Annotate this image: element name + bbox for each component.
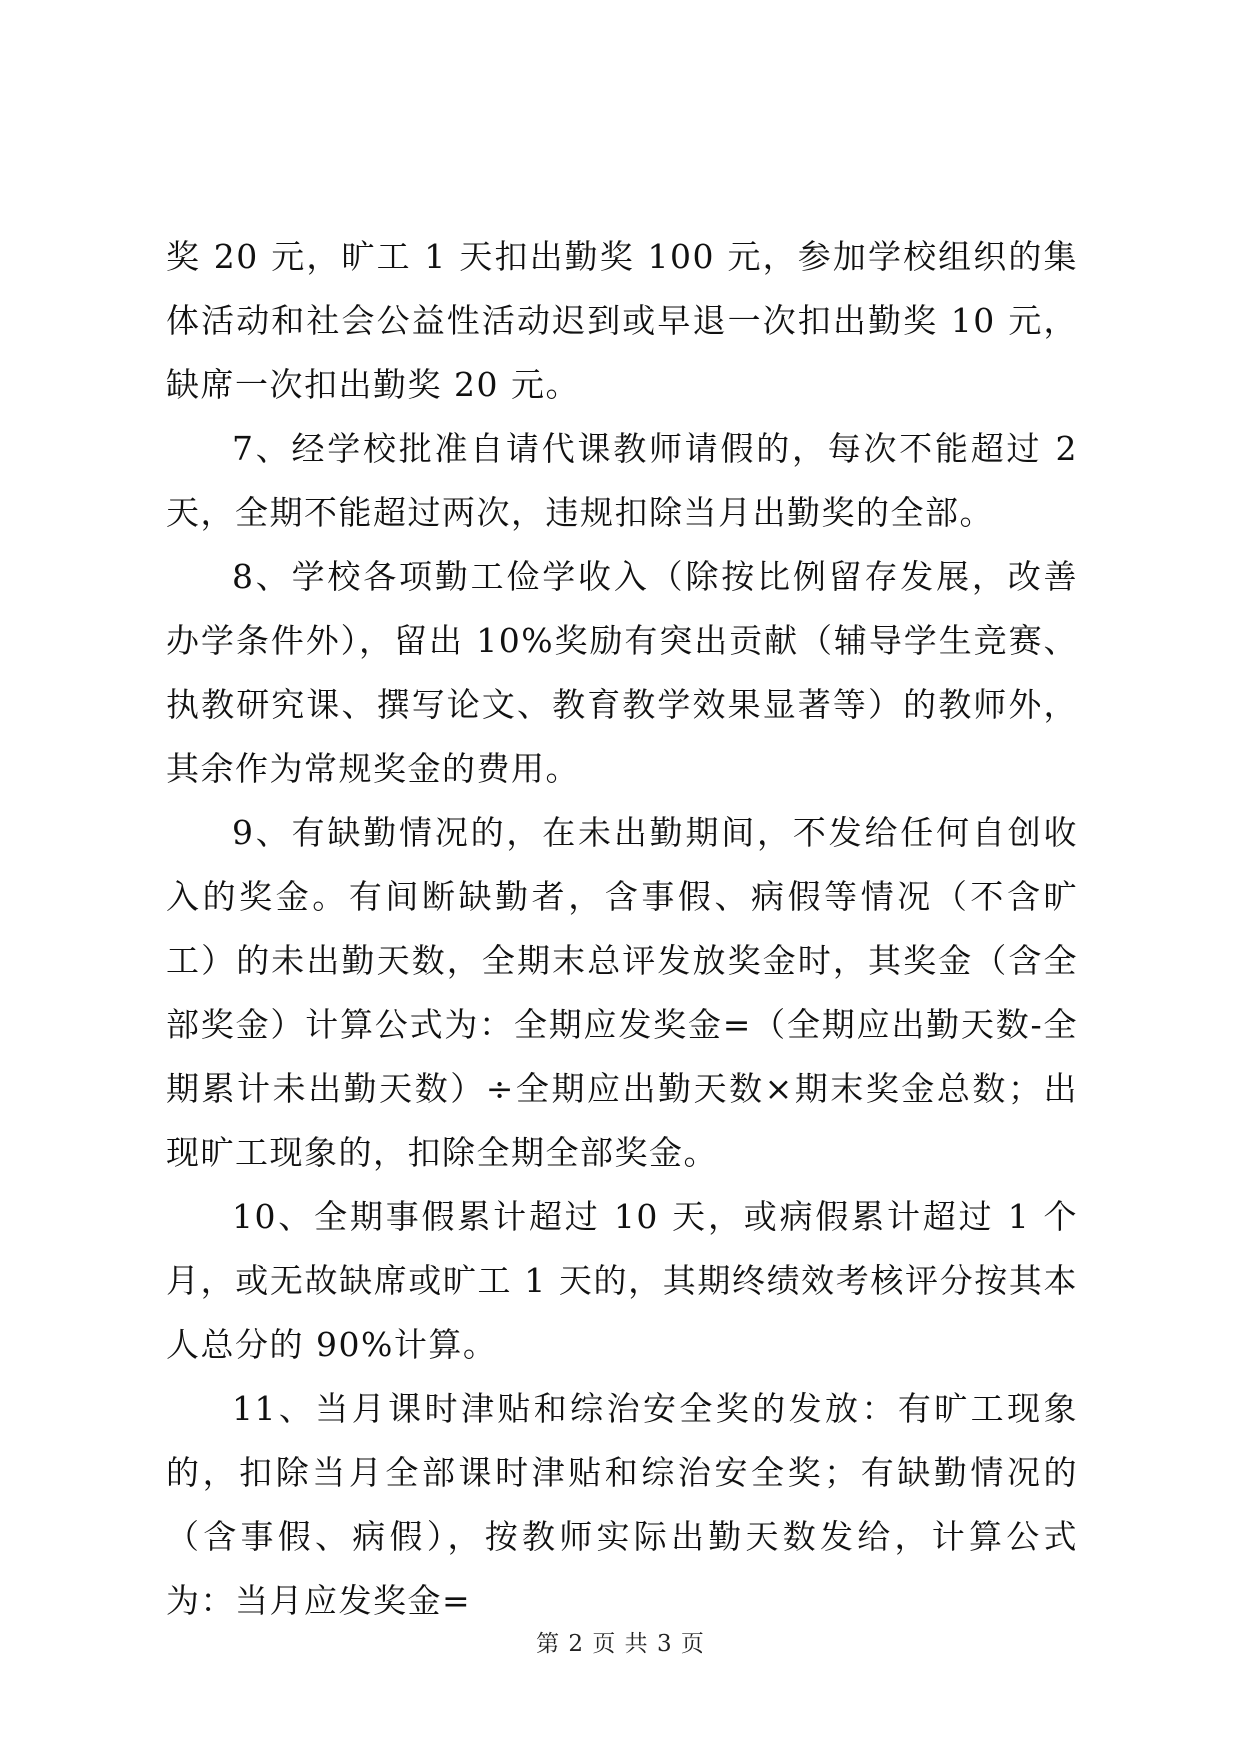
paragraph-item-10: 10、全期事假累计超过 10 天，或病假累计超过 1 个月，或无故缺席或旷工 1 天的，其期终绩效考核评分按其本人总分的 90%计算。 (166, 1197, 1078, 1364)
page-number-footer: 第 2 页 共 3 页 (536, 1631, 705, 1657)
paragraph-item-8: 8、学校各项勤工俭学收入（除按比例留存发展，改善办学条件外），留出 10%奖励有突出贡献（辅导学生竞赛、执教研究课、撰写论文、教育教学效果显著等）的教师外，其余作为常规奖金的费用。 (166, 557, 1078, 788)
paragraph-continuation: 奖 20 元，旷工 1 天扣出勤奖 100 元，参加学校组织的集体活动和社会公益性活动迟到或早退一次扣出勤奖 10 元，缺席一次扣出勤奖 20 元。 (166, 237, 1078, 404)
paragraph-item-7: 7、经学校批准自请代课教师请假的，每次不能超过 2 天，全期不能超过两次，违规扣除当月出勤奖的全部。 (166, 429, 1078, 532)
paragraph-item-9: 9、有缺勤情况的，在未出勤期间，不发给任何自创收入的奖金。有间断缺勤者，含事假、病假等情况（不含旷工）的未出勤天数，全期末总评发放奖金时，其奖金（含全部奖金）计算公式为：全期应发奖金=（全期应出勤天数-全期累计未出勤天数）÷全期应出勤天数×期末奖金总数；出现旷工现象的，扣除全期全部奖金。 (166, 813, 1078, 1172)
document-body (166, 225, 1078, 1633)
paragraph-item-11: 11、当月课时津贴和综治安全奖的发放：有旷工现象的，扣除当月全部课时津贴和综治安全奖；有缺勤情况的（含事假、病假），按教师实际出勤天数发给，计算公式为：当月应发奖金= (166, 1389, 1078, 1620)
